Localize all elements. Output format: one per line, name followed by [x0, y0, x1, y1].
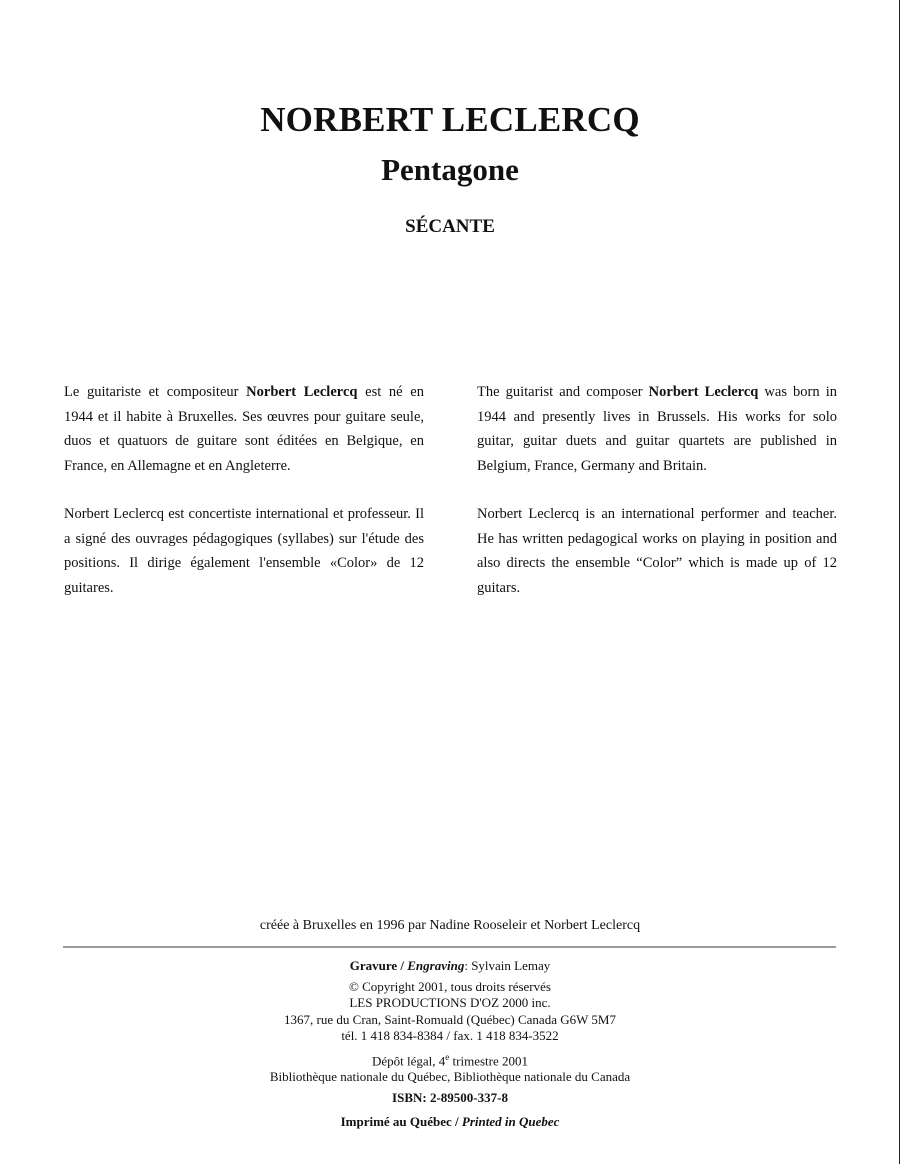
english-composer-name: Norbert Leclercq [648, 384, 759, 400]
english-paragraph-2: Norbert Leclercq is an international performer and teacher. He has written pedagogical works on playing in position and also directs the ensemble “Color” which is made up of 12 guitars. [477, 506, 837, 596]
creation-note: créée à Bruxelles en 1996 par Nadine Rooseleir et Norbert Leclercq [259, 918, 641, 933]
printed-en: Printed in Quebec [461, 1114, 560, 1130]
english-biography [477, 380, 837, 624]
english-paragraph-1 [477, 380, 837, 478]
publisher-line: LES PRODUCTIONS D'OZ 2000 inc. [349, 995, 551, 1010]
legal-deposit-line [0, 1049, 900, 1070]
french-composer-name: Norbert Leclercq [246, 384, 358, 400]
composer-name: NORBERT LECLERCQ [260, 100, 640, 139]
piece-title: Pentagone [381, 152, 519, 187]
engraver-name: : Sylvain Lemay [464, 958, 551, 973]
depot-superscript: e [445, 1051, 450, 1062]
address-line: 1367, rue du Cran, Saint-Romuald (Québec) Canada G6W 5M7 [284, 1011, 616, 1027]
french-p1-end: est né en 1944 et il habite à Bruxelles. Ses œuvres pour guitare seule, duos et quatuors de guitare sont éditées en Belgique, en France, en Allemagne et en Angleterre. [64, 384, 424, 474]
french-paragraph-1 [64, 380, 424, 478]
divider-rule [63, 946, 836, 948]
libraries-line: Bibliothèque nationale du Québec, Bibliothèque nationale du Canada [269, 1069, 631, 1085]
gravure-label: Gravure / [349, 958, 408, 973]
french-paragraph-2: Norbert Leclercq est concertiste international et professeur. Il a signé des ouvrages pédagogiques (syllabes) sur l'étude des positions. Il dirige également l'ensemble «Color» de 12 guitares. [64, 506, 424, 596]
series-name: SÉCANTE [405, 216, 495, 237]
isbn-line: ISBN: 2-89500-337-8 [392, 1089, 508, 1105]
depot-start: Dépôt légal, 4 [371, 1052, 446, 1068]
french-p1-start: Le guitariste et compositeur [64, 384, 247, 400]
phone-line: tél. 1 418 834-8384 / fax. 1 418 834-3522 [341, 1028, 559, 1043]
engraving-credit [0, 958, 900, 975]
printed-fr: Imprimé au Québec / [340, 1114, 462, 1130]
french-biography [64, 380, 424, 624]
depot-end: trimestre 2001 [449, 1052, 528, 1068]
printed-line [0, 1114, 900, 1131]
english-p1-end: was born in 1944 and presently lives in Brussels. His works for solo guitar, guitar duets and guitar quartets are published in Belgium, France, Germany and Britain. [477, 384, 837, 474]
english-p1-start: The guitarist and composer [477, 384, 649, 400]
credits-block [0, 958, 900, 1131]
engraving-label: Engraving [407, 958, 465, 973]
copyright-line: © Copyright 2001, tous droits réservés [349, 978, 551, 994]
